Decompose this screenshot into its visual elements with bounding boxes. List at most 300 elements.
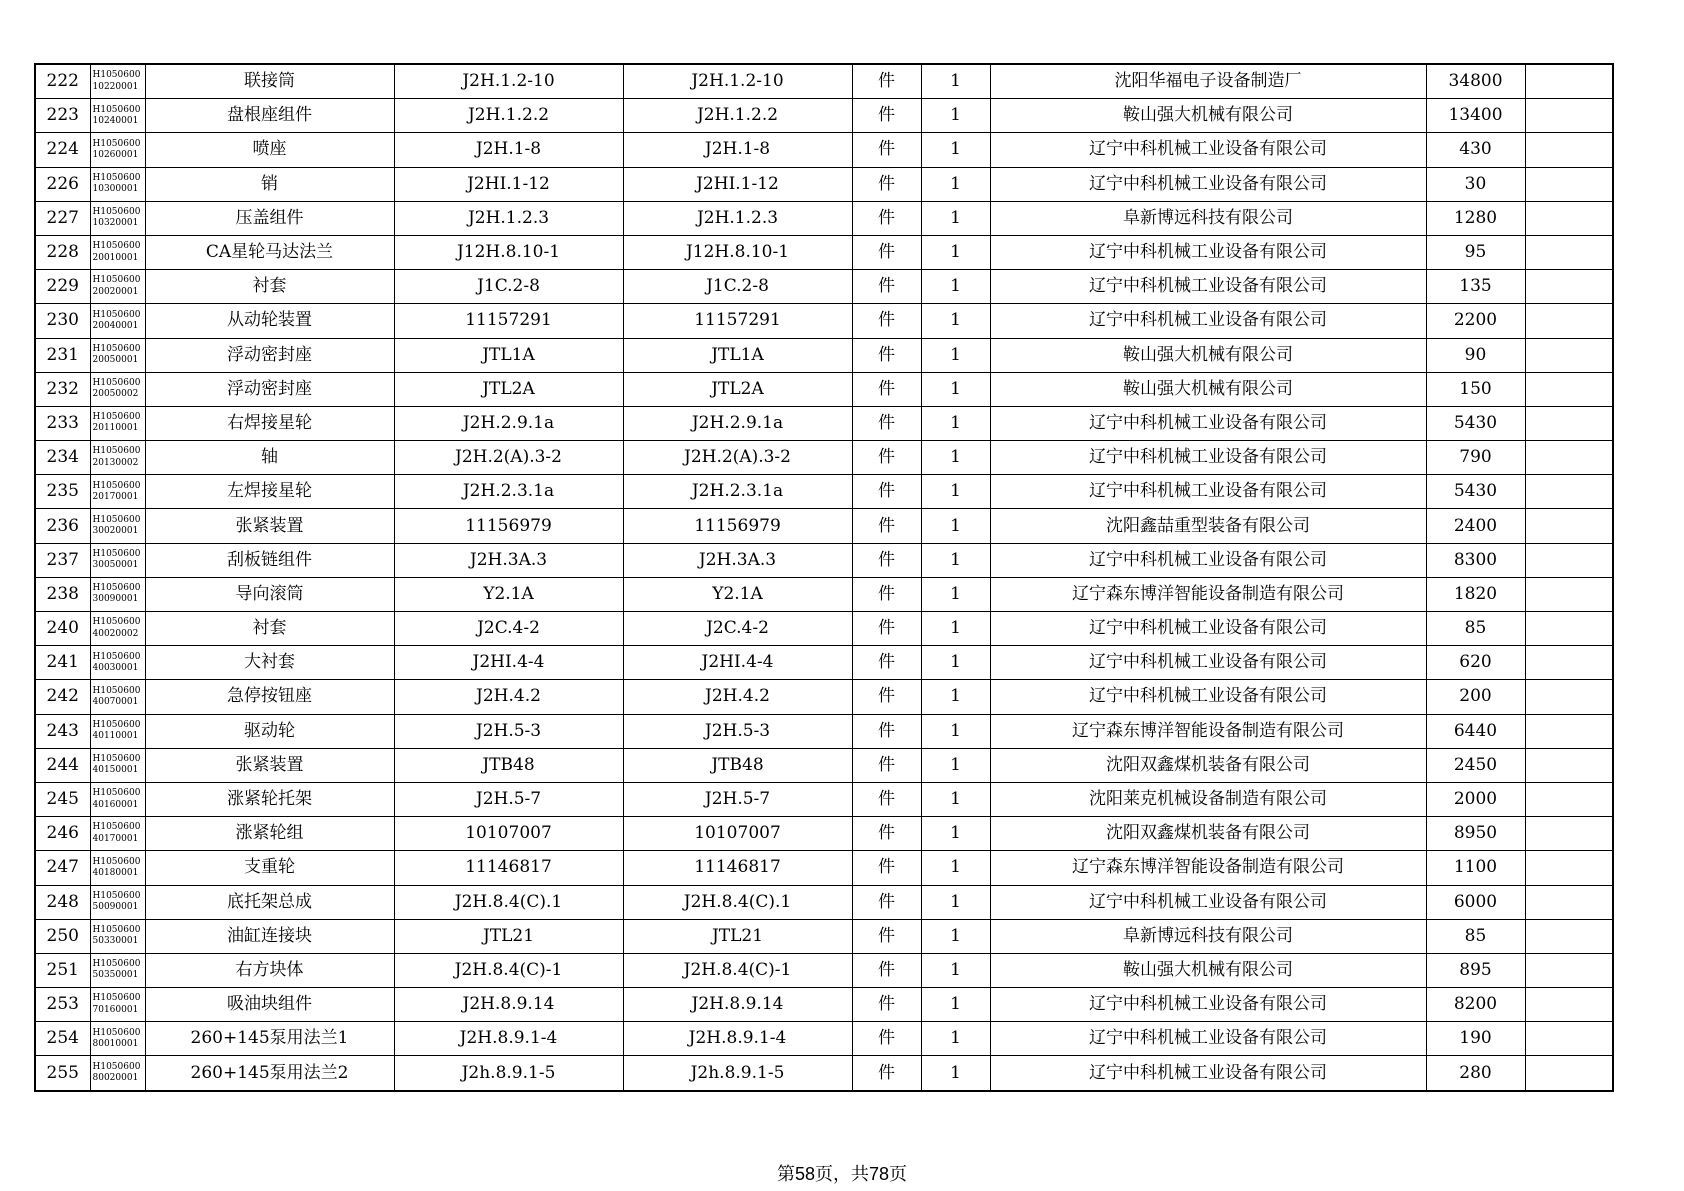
material-code-prefix: H1050600 <box>92 275 141 286</box>
unit-cell: 件 <box>852 543 921 577</box>
material-code-suffix: 10320001 <box>92 218 139 229</box>
supplier-cell: 辽宁中科机械工业设备有限公司 <box>990 441 1426 475</box>
item-number-cell: 230 <box>35 304 90 338</box>
material-code-suffix: 40170001 <box>92 833 139 844</box>
supplier-cell: 辽宁森东博洋智能设备制造有限公司 <box>990 577 1426 611</box>
material-code-suffix: 50330001 <box>92 936 139 947</box>
remarks-cell <box>1525 201 1613 235</box>
table-row <box>35 748 1613 782</box>
price-cell: 2450 <box>1426 748 1525 782</box>
price-cell: 2400 <box>1426 509 1525 543</box>
quantity-cell: 1 <box>921 441 990 475</box>
spec-model-cell: J2H.4.2 <box>394 680 623 714</box>
item-number-cell: 222 <box>35 64 90 99</box>
material-code-prefix: H1050600 <box>92 446 141 457</box>
drawing-number-cell: 11157291 <box>623 304 852 338</box>
material-code-prefix: H1050600 <box>92 1061 141 1072</box>
material-code-cell <box>90 748 145 782</box>
material-code-prefix: H1050600 <box>92 959 141 970</box>
parts-table <box>34 63 1614 1092</box>
remarks-cell <box>1525 577 1613 611</box>
remarks-cell <box>1525 543 1613 577</box>
item-number-cell: 224 <box>35 133 90 167</box>
material-code-cell <box>90 817 145 851</box>
table-row <box>35 133 1613 167</box>
quantity-cell: 1 <box>921 748 990 782</box>
quantity-cell: 1 <box>921 201 990 235</box>
drawing-number-cell: J2H.1.2.3 <box>623 201 852 235</box>
drawing-number-cell: J2HⅠ.4-4 <box>623 646 852 680</box>
item-number-cell: 248 <box>35 885 90 919</box>
remarks-cell <box>1525 235 1613 269</box>
material-code-suffix: 10240001 <box>92 115 139 126</box>
price-cell: 5430 <box>1426 406 1525 440</box>
remarks-cell <box>1525 851 1613 885</box>
price-cell: 150 <box>1426 372 1525 406</box>
material-code-cell <box>90 235 145 269</box>
material-code-suffix: 20170001 <box>92 491 139 502</box>
table-row <box>35 509 1613 543</box>
drawing-number-cell: Y2.1A <box>623 577 852 611</box>
drawing-number-cell: J2H.1.2-10 <box>623 64 852 99</box>
spec-model-cell: J2H.8.9.14 <box>394 988 623 1022</box>
drawing-number-cell: J2H.8.4(C).1 <box>623 885 852 919</box>
quantity-cell: 1 <box>921 680 990 714</box>
quantity-cell: 1 <box>921 406 990 440</box>
drawing-number-cell: JTL1A <box>623 338 852 372</box>
supplier-cell: 鞍山强大机械有限公司 <box>990 99 1426 133</box>
material-code-cell <box>90 133 145 167</box>
supplier-cell: 阜新博远科技有限公司 <box>990 201 1426 235</box>
remarks-cell <box>1525 133 1613 167</box>
drawing-number-cell: J2H.2.3.1a <box>623 475 852 509</box>
part-name-cell: 浮动密封座 <box>145 372 394 406</box>
drawing-number-cell: J1C.2-8 <box>623 270 852 304</box>
material-code-cell <box>90 612 145 646</box>
supplier-cell: 辽宁中科机械工业设备有限公司 <box>990 270 1426 304</box>
material-code-suffix: 40070001 <box>92 696 139 707</box>
part-name-cell: 260+145泵用法兰2 <box>145 1056 394 1091</box>
remarks-cell <box>1525 1022 1613 1056</box>
price-cell: 2200 <box>1426 304 1525 338</box>
material-code-prefix: H1050600 <box>92 856 141 867</box>
remarks-cell <box>1525 782 1613 816</box>
drawing-number-cell: J2HⅠ.1-12 <box>623 167 852 201</box>
table-row <box>35 270 1613 304</box>
drawing-number-cell: J2H.5-3 <box>623 714 852 748</box>
quantity-cell: 1 <box>921 612 990 646</box>
price-cell: 5430 <box>1426 475 1525 509</box>
supplier-cell: 辽宁中科机械工业设备有限公司 <box>990 885 1426 919</box>
price-cell: 1820 <box>1426 577 1525 611</box>
remarks-cell <box>1525 338 1613 372</box>
unit-cell: 件 <box>852 372 921 406</box>
material-code-suffix: 40030001 <box>92 662 139 673</box>
drawing-number-cell: J2h.8.9.1-5 <box>623 1056 852 1091</box>
material-code-prefix: H1050600 <box>92 1027 141 1038</box>
quantity-cell: 1 <box>921 64 990 99</box>
supplier-cell: 辽宁森东博洋智能设备制造有限公司 <box>990 714 1426 748</box>
material-code-cell <box>90 99 145 133</box>
quantity-cell: 1 <box>921 646 990 680</box>
spec-model-cell: JTL2A <box>394 372 623 406</box>
material-code-prefix: H1050600 <box>92 548 141 559</box>
unit-cell: 件 <box>852 167 921 201</box>
price-cell: 280 <box>1426 1056 1525 1091</box>
spec-model-cell: J2H.2.3.1a <box>394 475 623 509</box>
unit-cell: 件 <box>852 304 921 338</box>
spec-model-cell: J12H.8.10-1 <box>394 235 623 269</box>
item-number-cell: 233 <box>35 406 90 440</box>
part-name-cell: 喷座 <box>145 133 394 167</box>
drawing-number-cell: J2H.2(A).3-2 <box>623 441 852 475</box>
table-row <box>35 577 1613 611</box>
supplier-cell: 辽宁中科机械工业设备有限公司 <box>990 1022 1426 1056</box>
item-number-cell: 246 <box>35 817 90 851</box>
unit-cell: 件 <box>852 406 921 440</box>
unit-cell: 件 <box>852 680 921 714</box>
drawing-number-cell: J2H.5-7 <box>623 782 852 816</box>
remarks-cell <box>1525 509 1613 543</box>
price-cell: 95 <box>1426 235 1525 269</box>
material-code-suffix: 10300001 <box>92 184 139 195</box>
spec-model-cell: J2H.2(A).3-2 <box>394 441 623 475</box>
material-code-cell <box>90 543 145 577</box>
supplier-cell: 沈阳鑫喆重型装备有限公司 <box>990 509 1426 543</box>
supplier-cell: 辽宁中科机械工业设备有限公司 <box>990 988 1426 1022</box>
table-row <box>35 475 1613 509</box>
material-code-cell <box>90 1056 145 1091</box>
material-code-prefix: H1050600 <box>92 890 141 901</box>
material-code-prefix: H1050600 <box>92 719 141 730</box>
part-name-cell: 轴 <box>145 441 394 475</box>
item-number-cell: 243 <box>35 714 90 748</box>
material-code-prefix: H1050600 <box>92 788 141 799</box>
drawing-number-cell: J2H.1-8 <box>623 133 852 167</box>
material-code-prefix: H1050600 <box>92 104 141 115</box>
unit-cell: 件 <box>852 133 921 167</box>
part-name-cell: 底托架总成 <box>145 885 394 919</box>
spec-model-cell: 11146817 <box>394 851 623 885</box>
material-code-prefix: H1050600 <box>92 172 141 183</box>
price-cell: 2000 <box>1426 782 1525 816</box>
drawing-number-cell: 11146817 <box>623 851 852 885</box>
drawing-number-cell: JTB48 <box>623 748 852 782</box>
supplier-cell: 辽宁中科机械工业设备有限公司 <box>990 475 1426 509</box>
part-name-cell: 260+145泵用法兰1 <box>145 1022 394 1056</box>
quantity-cell: 1 <box>921 714 990 748</box>
spec-model-cell: J2h.8.9.1-5 <box>394 1056 623 1091</box>
table-row <box>35 714 1613 748</box>
unit-cell: 件 <box>852 919 921 953</box>
drawing-number-cell: J2H.4.2 <box>623 680 852 714</box>
table-row <box>35 1056 1613 1091</box>
material-code-prefix: H1050600 <box>92 925 141 936</box>
price-cell: 8950 <box>1426 817 1525 851</box>
supplier-cell: 辽宁中科机械工业设备有限公司 <box>990 133 1426 167</box>
unit-cell: 件 <box>852 988 921 1022</box>
quantity-cell: 1 <box>921 270 990 304</box>
supplier-cell: 辽宁中科机械工业设备有限公司 <box>990 612 1426 646</box>
item-number-cell: 238 <box>35 577 90 611</box>
spec-model-cell: J2H.1.2.3 <box>394 201 623 235</box>
spec-model-cell: JTL21 <box>394 919 623 953</box>
material-code-cell <box>90 509 145 543</box>
table-row <box>35 851 1613 885</box>
quantity-cell: 1 <box>921 304 990 338</box>
item-number-cell: 254 <box>35 1022 90 1056</box>
material-code-suffix: 30020001 <box>92 526 139 537</box>
quantity-cell: 1 <box>921 782 990 816</box>
item-number-cell: 235 <box>35 475 90 509</box>
table-row <box>35 1022 1613 1056</box>
remarks-cell <box>1525 270 1613 304</box>
quantity-cell: 1 <box>921 919 990 953</box>
material-code-suffix: 40180001 <box>92 867 139 878</box>
material-code-cell <box>90 714 145 748</box>
material-code-prefix: H1050600 <box>92 514 141 525</box>
unit-cell: 件 <box>852 782 921 816</box>
table-row <box>35 441 1613 475</box>
part-name-cell: 右焊接星轮 <box>145 406 394 440</box>
current-page-number: 58 <box>794 1164 815 1184</box>
price-cell: 190 <box>1426 1022 1525 1056</box>
material-code-suffix: 80010001 <box>92 1038 139 1049</box>
supplier-cell: 沈阳双鑫煤机装备有限公司 <box>990 817 1426 851</box>
material-code-cell <box>90 270 145 304</box>
material-code-cell <box>90 919 145 953</box>
table-row <box>35 338 1613 372</box>
table-row <box>35 953 1613 987</box>
unit-cell: 件 <box>852 953 921 987</box>
material-code-suffix: 40150001 <box>92 765 139 776</box>
material-code-prefix: H1050600 <box>92 70 141 81</box>
material-code-prefix: H1050600 <box>92 480 141 491</box>
part-name-cell: 涨紧轮组 <box>145 817 394 851</box>
table-row <box>35 817 1613 851</box>
price-cell: 6440 <box>1426 714 1525 748</box>
supplier-cell: 辽宁中科机械工业设备有限公司 <box>990 304 1426 338</box>
unit-cell: 件 <box>852 1022 921 1056</box>
drawing-number-cell: J2H.1.2.2 <box>623 99 852 133</box>
unit-cell: 件 <box>852 201 921 235</box>
unit-cell: 件 <box>852 475 921 509</box>
price-cell: 85 <box>1426 919 1525 953</box>
table-row <box>35 372 1613 406</box>
remarks-cell <box>1525 372 1613 406</box>
spec-model-cell: J2H.5-3 <box>394 714 623 748</box>
remarks-cell <box>1525 714 1613 748</box>
material-code-prefix: H1050600 <box>92 309 141 320</box>
price-cell: 6000 <box>1426 885 1525 919</box>
item-number-cell: 251 <box>35 953 90 987</box>
part-name-cell: 油缸连接块 <box>145 919 394 953</box>
remarks-cell <box>1525 680 1613 714</box>
table-row <box>35 543 1613 577</box>
material-code-suffix: 80020001 <box>92 1073 139 1084</box>
part-name-cell: 大衬套 <box>145 646 394 680</box>
quantity-cell: 1 <box>921 577 990 611</box>
price-cell: 8300 <box>1426 543 1525 577</box>
material-code-prefix: H1050600 <box>92 343 141 354</box>
part-name-cell: 衬套 <box>145 270 394 304</box>
supplier-cell: 沈阳莱克机械设备制造有限公司 <box>990 782 1426 816</box>
remarks-cell <box>1525 475 1613 509</box>
quantity-cell: 1 <box>921 543 990 577</box>
footer-middle: 页，共 <box>815 1164 869 1185</box>
part-name-cell: 支重轮 <box>145 851 394 885</box>
material-code-suffix: 40020002 <box>92 628 139 639</box>
unit-cell: 件 <box>852 64 921 99</box>
material-code-prefix: H1050600 <box>92 754 141 765</box>
drawing-number-cell: J2C.4-2 <box>623 612 852 646</box>
item-number-cell: 226 <box>35 167 90 201</box>
spec-model-cell: J2H.8.4(C)-1 <box>394 953 623 987</box>
part-name-cell: 压盖组件 <box>145 201 394 235</box>
material-code-cell <box>90 988 145 1022</box>
spec-model-cell: J1C.2-8 <box>394 270 623 304</box>
quantity-cell: 1 <box>921 851 990 885</box>
material-code-cell <box>90 475 145 509</box>
quantity-cell: 1 <box>921 372 990 406</box>
spec-model-cell: J2C.4-2 <box>394 612 623 646</box>
remarks-cell <box>1525 748 1613 782</box>
item-number-cell: 236 <box>35 509 90 543</box>
remarks-cell <box>1525 919 1613 953</box>
material-code-cell <box>90 406 145 440</box>
unit-cell: 件 <box>852 612 921 646</box>
remarks-cell <box>1525 885 1613 919</box>
table-row <box>35 646 1613 680</box>
material-code-cell <box>90 885 145 919</box>
drawing-number-cell: J2H.8.4(C)-1 <box>623 953 852 987</box>
material-code-cell <box>90 64 145 99</box>
material-code-suffix: 20130002 <box>92 457 139 468</box>
price-cell: 1280 <box>1426 201 1525 235</box>
supplier-cell: 辽宁中科机械工业设备有限公司 <box>990 167 1426 201</box>
remarks-cell <box>1525 817 1613 851</box>
material-code-prefix: H1050600 <box>92 685 141 696</box>
spec-model-cell: JTB48 <box>394 748 623 782</box>
drawing-number-cell: J2H.2.9.1a <box>623 406 852 440</box>
quantity-cell: 1 <box>921 953 990 987</box>
table-row <box>35 782 1613 816</box>
quantity-cell: 1 <box>921 167 990 201</box>
price-cell: 620 <box>1426 646 1525 680</box>
quantity-cell: 1 <box>921 99 990 133</box>
drawing-number-cell: 11156979 <box>623 509 852 543</box>
price-cell: 135 <box>1426 270 1525 304</box>
spec-model-cell: J2H.5-7 <box>394 782 623 816</box>
material-code-cell <box>90 201 145 235</box>
drawing-number-cell: J2H.3A.3 <box>623 543 852 577</box>
price-cell: 200 <box>1426 680 1525 714</box>
spec-model-cell: J2HⅠ.4-4 <box>394 646 623 680</box>
spec-model-cell: J2H.3A.3 <box>394 543 623 577</box>
price-cell: 13400 <box>1426 99 1525 133</box>
remarks-cell <box>1525 441 1613 475</box>
part-name-cell: 衬套 <box>145 612 394 646</box>
remarks-cell <box>1525 64 1613 99</box>
total-pages-number: 78 <box>869 1164 890 1184</box>
supplier-cell: 辽宁中科机械工业设备有限公司 <box>990 680 1426 714</box>
quantity-cell: 1 <box>921 133 990 167</box>
material-code-suffix: 10260001 <box>92 149 139 160</box>
remarks-cell <box>1525 988 1613 1022</box>
item-number-cell: 228 <box>35 235 90 269</box>
material-code-suffix: 30090001 <box>92 594 139 605</box>
unit-cell: 件 <box>852 509 921 543</box>
remarks-cell <box>1525 612 1613 646</box>
unit-cell: 件 <box>852 714 921 748</box>
table-row <box>35 988 1613 1022</box>
spec-model-cell: 11157291 <box>394 304 623 338</box>
item-number-cell: 244 <box>35 748 90 782</box>
remarks-cell <box>1525 953 1613 987</box>
part-name-cell: 张紧装置 <box>145 748 394 782</box>
part-name-cell: 左焊接星轮 <box>145 475 394 509</box>
material-code-prefix: H1050600 <box>92 412 141 423</box>
item-number-cell: 241 <box>35 646 90 680</box>
supplier-cell: 鞍山强大机械有限公司 <box>990 372 1426 406</box>
footer-suffix: 页 <box>889 1164 908 1185</box>
parts-table-body <box>35 64 1613 1091</box>
quantity-cell: 1 <box>921 235 990 269</box>
table-row <box>35 235 1613 269</box>
item-number-cell: 255 <box>35 1056 90 1091</box>
material-code-suffix: 20050001 <box>92 355 139 366</box>
spec-model-cell: 10107007 <box>394 817 623 851</box>
material-code-cell <box>90 782 145 816</box>
table-row <box>35 201 1613 235</box>
item-number-cell: 237 <box>35 543 90 577</box>
material-code-suffix: 50350001 <box>92 970 139 981</box>
part-name-cell: 刮板链组件 <box>145 543 394 577</box>
unit-cell: 件 <box>852 817 921 851</box>
item-number-cell: 229 <box>35 270 90 304</box>
supplier-cell: 辽宁中科机械工业设备有限公司 <box>990 543 1426 577</box>
supplier-cell: 沈阳华福电子设备制造厂 <box>990 64 1426 99</box>
supplier-cell: 鞍山强大机械有限公司 <box>990 953 1426 987</box>
drawing-number-cell: J2H.8.9.1-4 <box>623 1022 852 1056</box>
material-code-prefix: H1050600 <box>92 241 141 252</box>
part-name-cell: 涨紧轮托架 <box>145 782 394 816</box>
drawing-number-cell: J2H.8.9.14 <box>623 988 852 1022</box>
unit-cell: 件 <box>852 748 921 782</box>
material-code-suffix: 30050001 <box>92 560 139 571</box>
part-name-cell: 驱动轮 <box>145 714 394 748</box>
material-code-prefix: H1050600 <box>92 617 141 628</box>
supplier-cell: 辽宁中科机械工业设备有限公司 <box>990 406 1426 440</box>
material-code-suffix: 10220001 <box>92 81 139 92</box>
remarks-cell <box>1525 167 1613 201</box>
unit-cell: 件 <box>852 235 921 269</box>
price-cell: 1100 <box>1426 851 1525 885</box>
material-code-suffix: 70160001 <box>92 1004 139 1015</box>
material-code-cell <box>90 441 145 475</box>
remarks-cell <box>1525 304 1613 338</box>
material-code-suffix: 20040001 <box>92 320 139 331</box>
spec-model-cell: Y2.1A <box>394 577 623 611</box>
part-name-cell: 吸油块组件 <box>145 988 394 1022</box>
spec-model-cell: J2H.8.9.1-4 <box>394 1022 623 1056</box>
material-code-suffix: 50090001 <box>92 902 139 913</box>
item-number-cell: 247 <box>35 851 90 885</box>
supplier-cell: 沈阳双鑫煤机装备有限公司 <box>990 748 1426 782</box>
item-number-cell: 227 <box>35 201 90 235</box>
material-code-cell <box>90 577 145 611</box>
unit-cell: 件 <box>852 270 921 304</box>
